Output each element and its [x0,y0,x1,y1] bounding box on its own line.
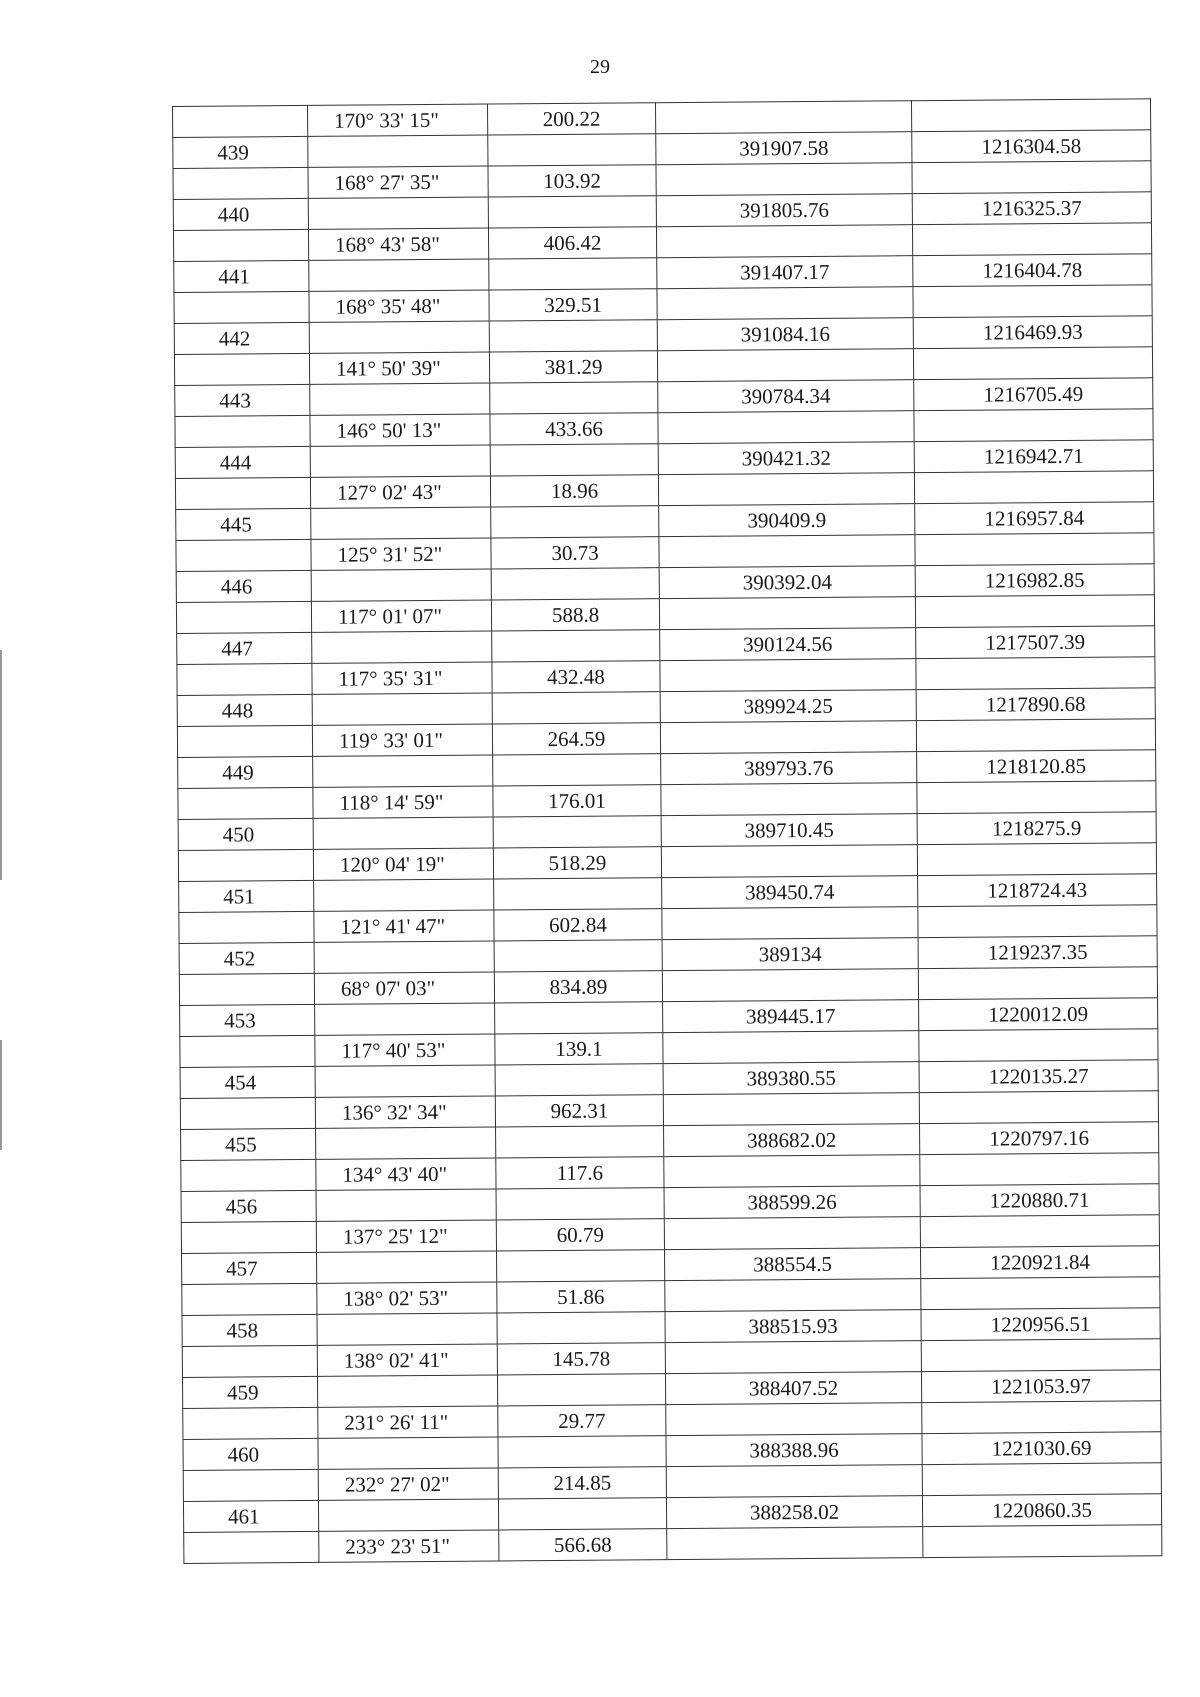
northing-cell: 389793.76 [661,752,917,785]
bearing-cell: 138° 02' 53" [317,1282,497,1314]
distance-cell: 433.66 [490,413,658,445]
point-cell-empty [183,1469,318,1501]
easting-cell: 1220797.16 [920,1122,1159,1155]
distance-cell-empty [498,1436,666,1468]
northing-cell: 389450.74 [662,876,918,909]
bearing-cell-empty [309,259,489,291]
easting-cell: 1216942.71 [914,440,1153,473]
point-cell-empty [177,725,312,757]
distance-cell: 264.59 [492,723,660,755]
bearing-cell-empty [313,755,493,787]
northing-cell: 390409.9 [659,504,915,537]
easting-cell-empty [911,99,1150,132]
bearing-cell-empty [318,1499,498,1531]
northing-cell: 388682.02 [664,1124,920,1157]
distance-cell: 381.29 [489,351,657,383]
point-cell-empty [180,1097,315,1129]
scan-edge-mark [0,650,2,880]
bearing-cell: 119° 33' 01" [312,724,492,756]
northing-cell: 390392.04 [659,566,915,599]
leg-row [184,1525,1162,1564]
northing-cell-empty [657,349,913,382]
northing-cell: 391407.17 [657,256,913,289]
easting-cell: 1218724.43 [918,874,1157,907]
point-cell-empty [179,973,314,1005]
distance-cell: 566.68 [499,1529,667,1561]
point-id-cell: 455 [181,1128,316,1160]
distance-cell: 588.8 [491,599,659,631]
distance-cell-empty [492,692,660,724]
bearing-cell-empty [309,321,489,353]
bearing-cell: 127° 02' 43" [310,476,490,508]
point-cell-empty [174,291,309,323]
northing-cell-empty [659,535,915,568]
northing-cell-empty [659,597,915,630]
northing-cell: 388515.93 [665,1310,921,1343]
distance-cell-empty [495,1002,663,1034]
easting-cell-empty [923,1525,1162,1558]
bearing-cell: 120° 04' 19" [313,848,493,880]
point-id-cell: 454 [180,1066,315,1098]
distance-cell: 51.86 [497,1281,665,1313]
easting-cell-empty [922,1401,1161,1434]
point-id-cell: 449 [178,756,313,788]
distance-cell-empty [490,382,658,414]
northing-cell-empty [660,721,916,754]
northing-cell-empty [666,1465,922,1498]
easting-cell-empty [916,657,1155,690]
point-id-cell: 450 [178,818,313,850]
bearing-cell: 125° 31' 52" [311,538,491,570]
distance-cell: 176.01 [493,785,661,817]
easting-cell: 1221030.69 [922,1432,1161,1465]
easting-cell: 1220880.71 [920,1184,1159,1217]
distance-cell-empty [494,940,662,972]
bearing-cell: 137° 25' 12" [316,1220,496,1252]
bearing-cell: 146° 50' 13" [310,414,490,446]
distance-cell-empty [496,1126,664,1158]
easting-cell: 1220860.35 [922,1494,1161,1527]
easting-cell: 1216705.49 [914,378,1153,411]
easting-cell-empty [918,905,1157,938]
easting-cell: 1220921.84 [920,1246,1159,1279]
easting-cell: 1220012.09 [919,998,1158,1031]
point-id-cell: 451 [179,880,314,912]
northing-cell: 389445.17 [663,1000,919,1033]
distance-cell-empty [496,1188,664,1220]
easting-cell: 1216957.84 [915,502,1154,535]
bearing-cell: 168° 27' 35" [308,166,488,198]
easting-cell-empty [913,347,1152,380]
point-cell-empty [173,105,308,137]
northing-cell: 389924.25 [660,690,916,723]
point-id-cell: 440 [173,198,308,230]
point-id-cell: 443 [175,384,310,416]
easting-cell: 1217890.68 [916,688,1155,721]
northing-cell-empty [663,1031,919,1064]
distance-cell-empty [491,506,659,538]
easting-cell-empty [922,1463,1161,1496]
northing-cell-empty [664,1155,920,1188]
point-id-cell: 456 [181,1190,316,1222]
easting-cell: 1220956.51 [921,1308,1160,1341]
distance-cell: 29.77 [498,1405,666,1437]
easting-cell-empty [920,1153,1159,1186]
easting-cell-empty [915,533,1154,566]
northing-cell: 389380.55 [663,1062,919,1095]
point-id-cell: 461 [183,1500,318,1532]
point-id-cell: 445 [176,508,311,540]
easting-cell-empty [914,471,1153,504]
distance-cell-empty [497,1374,665,1406]
bearing-cell: 136° 32' 34" [315,1096,495,1128]
distance-cell-empty [488,134,656,166]
bearing-cell: 121° 41' 47" [314,910,494,942]
bearing-cell-empty [316,1127,496,1159]
distance-cell: 432.48 [492,661,660,693]
distance-cell-empty [489,320,657,352]
point-cell-empty [182,1283,317,1315]
point-id-cell: 458 [182,1314,317,1346]
northing-cell-empty [666,1403,922,1436]
bearing-cell: 232° 27' 02" [318,1468,498,1500]
distance-cell-empty [493,754,661,786]
bearing-cell-empty [312,631,492,663]
point-cell-empty [176,601,311,633]
point-cell-empty [179,911,314,943]
point-cell-empty [175,415,310,447]
point-cell-empty [181,1159,316,1191]
bearing-cell: 231° 26' 11" [318,1406,498,1438]
point-cell-empty [180,1035,315,1067]
northing-cell: 388599.26 [664,1186,920,1219]
northing-cell-empty [665,1279,921,1312]
easting-cell-empty [917,781,1156,814]
easting-cell-empty [913,285,1152,318]
northing-cell-empty [660,659,916,692]
bearing-cell-empty [310,445,490,477]
coordinate-table [172,98,1162,1564]
bearing-cell-empty [311,569,491,601]
easting-cell: 1220135.27 [919,1060,1158,1093]
point-id-cell: 459 [182,1376,317,1408]
northing-cell-empty [658,411,914,444]
easting-cell-empty [912,161,1151,194]
northing-cell: 390784.34 [658,380,914,413]
northing-cell-empty [656,225,912,258]
distance-cell: 60.79 [496,1219,664,1251]
distance-cell-empty [495,1064,663,1096]
point-id-cell: 444 [175,446,310,478]
northing-cell: 388554.5 [664,1248,920,1281]
easting-cell-empty [916,719,1155,752]
bearing-cell: 168° 35' 48" [309,290,489,322]
bearing-cell: 134° 43' 40" [316,1158,496,1190]
point-cell-empty [176,539,311,571]
bearing-cell: 233° 23' 51" [319,1530,499,1562]
point-id-cell: 452 [179,942,314,974]
northing-cell-empty [655,101,911,134]
bearing-cell: 141° 50' 39" [309,352,489,384]
northing-cell: 390421.32 [658,442,914,475]
distance-cell: 962.31 [495,1095,663,1127]
northing-cell-empty [661,845,917,878]
bearing-cell-empty [308,197,488,229]
distance-cell: 18.96 [490,475,658,507]
point-id-cell: 457 [182,1252,317,1284]
bearing-cell-empty [308,135,488,167]
distance-cell: 518.29 [493,847,661,879]
easting-cell-empty [914,409,1153,442]
bearing-cell: 168° 43' 58" [308,228,488,260]
northing-cell-empty [662,969,918,1002]
distance-cell: 214.85 [498,1467,666,1499]
easting-cell: 1216469.93 [913,316,1152,349]
bearing-cell: 117° 35' 31" [312,662,492,694]
easting-cell-empty [920,1215,1159,1248]
easting-cell-empty [912,223,1151,256]
easting-cell: 1216325.37 [912,192,1151,225]
point-id-cell: 447 [177,632,312,664]
easting-cell-empty [918,967,1157,1000]
northing-cell: 389710.45 [661,814,917,847]
distance-cell-empty [498,1498,666,1530]
point-cell-empty [175,477,310,509]
northing-cell: 391805.76 [656,194,912,227]
distance-cell-empty [497,1312,665,1344]
distance-cell: 329.51 [489,289,657,321]
distance-cell: 117.6 [496,1157,664,1189]
bearing-cell-empty [313,817,493,849]
scan-edge-mark [0,1040,2,1150]
distance-cell-empty [494,878,662,910]
northing-cell: 389134 [662,938,918,971]
bearing-cell: 68° 07' 03" [314,972,494,1004]
easting-cell: 1221053.97 [921,1370,1160,1403]
distance-cell-empty [493,816,661,848]
easting-cell-empty [919,1091,1158,1124]
bearing-cell-empty [314,941,494,973]
easting-cell-empty [919,1029,1158,1062]
bearing-cell-empty [315,1065,495,1097]
point-cell-empty [174,353,309,385]
distance-cell: 602.84 [494,909,662,941]
bearing-cell-empty [314,879,494,911]
easting-cell: 1218120.85 [917,750,1156,783]
distance-cell: 200.22 [487,103,655,135]
northing-cell-empty [661,783,917,816]
easting-cell: 1219237.35 [918,936,1157,969]
bearing-cell-empty [317,1251,497,1283]
distance-cell: 30.73 [491,537,659,569]
point-cell-empty [178,849,313,881]
page-number: 29 [590,56,610,78]
easting-cell-empty [915,595,1154,628]
bearing-cell: 117° 01' 07" [311,600,491,632]
northing-cell: 391907.58 [656,132,912,165]
bearing-cell: 170° 33' 15" [307,104,487,136]
point-id-cell: 441 [174,260,309,292]
easting-cell: 1216404.78 [913,254,1152,287]
point-id-cell: 448 [177,694,312,726]
distance-cell-empty [488,196,656,228]
northing-cell-empty [658,473,914,506]
point-cell-empty [177,663,312,695]
point-cell-empty [183,1407,318,1439]
bearing-cell-empty [312,693,492,725]
point-cell-empty [173,167,308,199]
northing-cell: 388258.02 [666,1496,922,1529]
northing-cell-empty [667,1527,923,1560]
bearing-cell-empty [317,1375,497,1407]
easting-cell-empty [921,1277,1160,1310]
distance-cell: 406.42 [488,227,656,259]
bearing-cell-empty [318,1437,498,1469]
northing-cell-empty [663,1093,919,1126]
distance-cell-empty [497,1250,665,1282]
bearing-cell-empty [317,1313,497,1345]
point-cell-empty [182,1345,317,1377]
point-cell-empty [184,1531,319,1563]
distance-cell: 103.92 [488,165,656,197]
bearing-cell-empty [311,507,491,539]
coordinate-table-body [173,99,1162,1564]
point-cell-empty [178,787,313,819]
bearing-cell: 118° 14' 59" [313,786,493,818]
bearing-cell: 138° 02' 41" [317,1344,497,1376]
easting-cell: 1216982.85 [915,564,1154,597]
distance-cell-empty [490,444,658,476]
distance-cell-empty [491,568,659,600]
easting-cell: 1216304.58 [912,130,1151,163]
point-id-cell: 439 [173,136,308,168]
northing-cell-empty [657,287,913,320]
northing-cell: 388407.52 [665,1372,921,1405]
bearing-cell-empty [310,383,490,415]
distance-cell: 139.1 [495,1033,663,1065]
northing-cell-empty [664,1217,920,1250]
distance-cell: 145.78 [497,1343,665,1375]
bearing-cell: 117° 40' 53" [315,1034,495,1066]
easting-cell: 1218275.9 [917,812,1156,845]
point-id-cell: 460 [183,1438,318,1470]
bearing-cell-empty [316,1189,496,1221]
point-id-cell: 453 [180,1004,315,1036]
point-id-cell: 446 [176,570,311,602]
northing-cell: 388388.96 [666,1434,922,1467]
bearing-cell-empty [315,1003,495,1035]
northing-cell: 391084.16 [657,318,913,351]
easting-cell-empty [917,843,1156,876]
northing-cell-empty [662,907,918,940]
point-cell-empty [181,1221,316,1253]
northing-cell-empty [656,163,912,196]
easting-cell: 1217507.39 [916,626,1155,659]
distance-cell-empty [489,258,657,290]
point-cell-empty [173,229,308,261]
easting-cell-empty [921,1339,1160,1372]
distance-cell-empty [492,630,660,662]
northing-cell: 390124.56 [660,628,916,661]
point-id-cell: 442 [174,322,309,354]
distance-cell: 834.89 [494,971,662,1003]
northing-cell-empty [665,1341,921,1374]
